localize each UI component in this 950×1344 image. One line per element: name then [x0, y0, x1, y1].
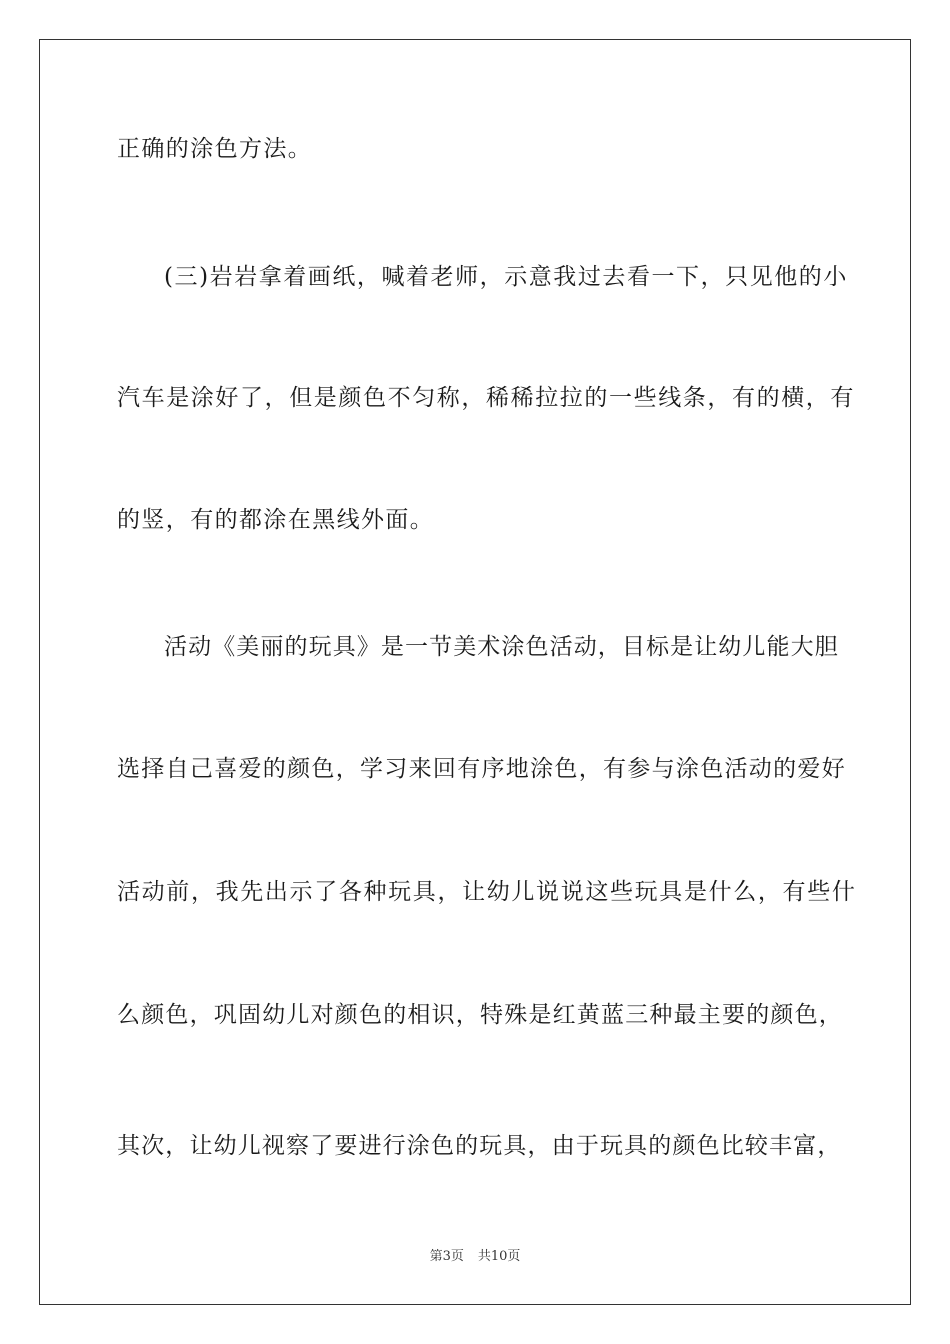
paragraph-line: (三)岩岩拿着画纸，喊着老师，示意我过去看一下，只见他的小 [164, 264, 848, 290]
paragraph-line: 正确的涂色方法。 [117, 136, 313, 162]
paragraph-line: 汽车是涂好了，但是颜色不匀称，稀稀拉拉的一些线条，有的横，有 [117, 385, 855, 411]
page-border [39, 39, 911, 1305]
paragraph-line: 么颜色，巩固幼儿对颜色的相识，特殊是红黄蓝三种最主要的颜色， [117, 1002, 843, 1028]
page-footer [0, 1248, 950, 1266]
page-number: 第3页 [429, 1249, 464, 1264]
paragraph-line: 的竖，有的都涂在黑线外面。 [117, 507, 435, 533]
paragraph-line: 选择自己喜爱的颜色，学习来回有序地涂色，有参与涂色活动的爱好 [117, 756, 846, 782]
page-total: 共10页 [477, 1249, 521, 1264]
paragraph-line: 其次，让幼儿视察了要进行涂色的玩具，由于玩具的颜色比较丰富， [117, 1133, 842, 1159]
paragraph-line: 活动《美丽的玩具》是一节美术涂色活动，目标是让幼儿能大胆 [164, 634, 839, 660]
paragraph-line: 活动前，我先出示了各种玩具，让幼儿说说这些玩具是什么，有些什 [117, 879, 857, 905]
